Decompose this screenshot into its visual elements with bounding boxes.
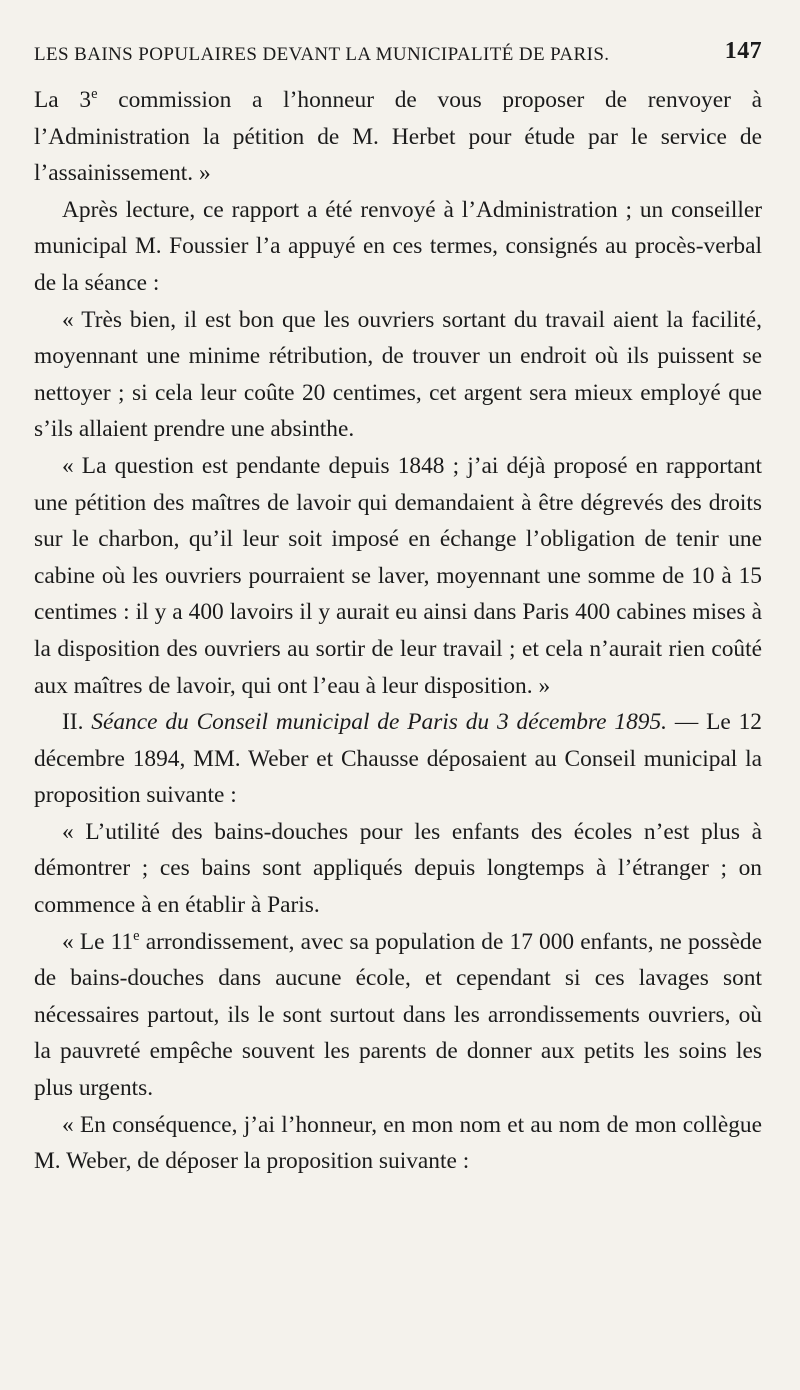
section-number: II. [62,709,92,736]
paragraph-5 [34,704,762,814]
ordinal-suffix: e [133,927,140,944]
running-title: LES BAINS POPULAIRES DEVANT LA MUNICIPALITÉ DE PARIS. [34,44,610,65]
p5-rest: — Le 12 décembre 1894, MM. Weber et Chausse déposaient au Conseil municipal la proposition suivante : [34,709,763,809]
page-number: 147 [724,38,762,64]
paragraph-6: « L’utilité des bains-douches pour les enfants des écoles n’est plus à démontrer ; ces bains sont appliqués depuis longtemps à l’étranger ; on commence à en établir à Paris. [34,818,762,919]
section-title: Séance du Conseil municipal de Paris du 3 décembre 1895. [91,709,668,736]
paragraph-8: « En conséquence, j’ai l’honneur, en mon nom et au nom de mon collègue M. Weber, de déposer la proposition suivante : [34,1111,762,1175]
paragraph-1 [34,82,762,192]
paragraph-3: « Très bien, il est bon que les ouvriers sortant du travail aient la facilité, moyennant une minime rétribution, de trouver un endroit où ils puissent se nettoyer ; si cela leur coûte 20 centimes, cet argent sera mieux employé que s’ils allaient prendre une absinthe. [34,306,762,443]
page-body [34,82,762,1180]
ordinal-suffix: e [91,86,98,103]
p1-rest: commission a l’honneur de vous proposer de renvoyer à l’Administration la pétition de M. Herbet pour étude par le service de l’assainissement. » [34,87,762,187]
paragraph-4: « La question est pendante depuis 1848 ; j’ai déjà proposé en rapportant une pétition des maîtres de lavoir qui demandaient à être dégrevés des droits sur le charbon, qu’il leur soit imposé en échange l’obligation de tenir une cabine où les ouvriers pourraient se laver, moyennant une somme de 10 à 15 centimes : il y a 400 lavoirs il y aurait eu ainsi dans Paris 400 cabines mises à la disposition des ouvriers au sortir de leur travail ; et cela n’aurait rien coûté aux maîtres de lavoir, qui ont l’eau à leur disposition. » [34,452,762,699]
p1-start: La 3 [34,87,92,113]
paragraph-7 [34,924,762,1107]
paragraph-2: Après lecture, ce rapport a été renvoyé à l’Administration ; un conseiller municipal M. Foussier l’a appuyé en ces termes, consignés au procès-verbal de la séance : [34,196,762,296]
page-header [34,38,766,78]
p7-start: « Le 11 [62,928,134,955]
p7-rest: arrondissement, avec sa population de 17 000 enfants, ne possède de bains-douches dans aucune école, et cependant si ces lavages sont nécessaires partout, ils le sont surtout dans les arrondissements ouvriers, où la pauvreté empêche souvent les parents de donner aux petits les soins les plus urgents. [34,928,762,1102]
